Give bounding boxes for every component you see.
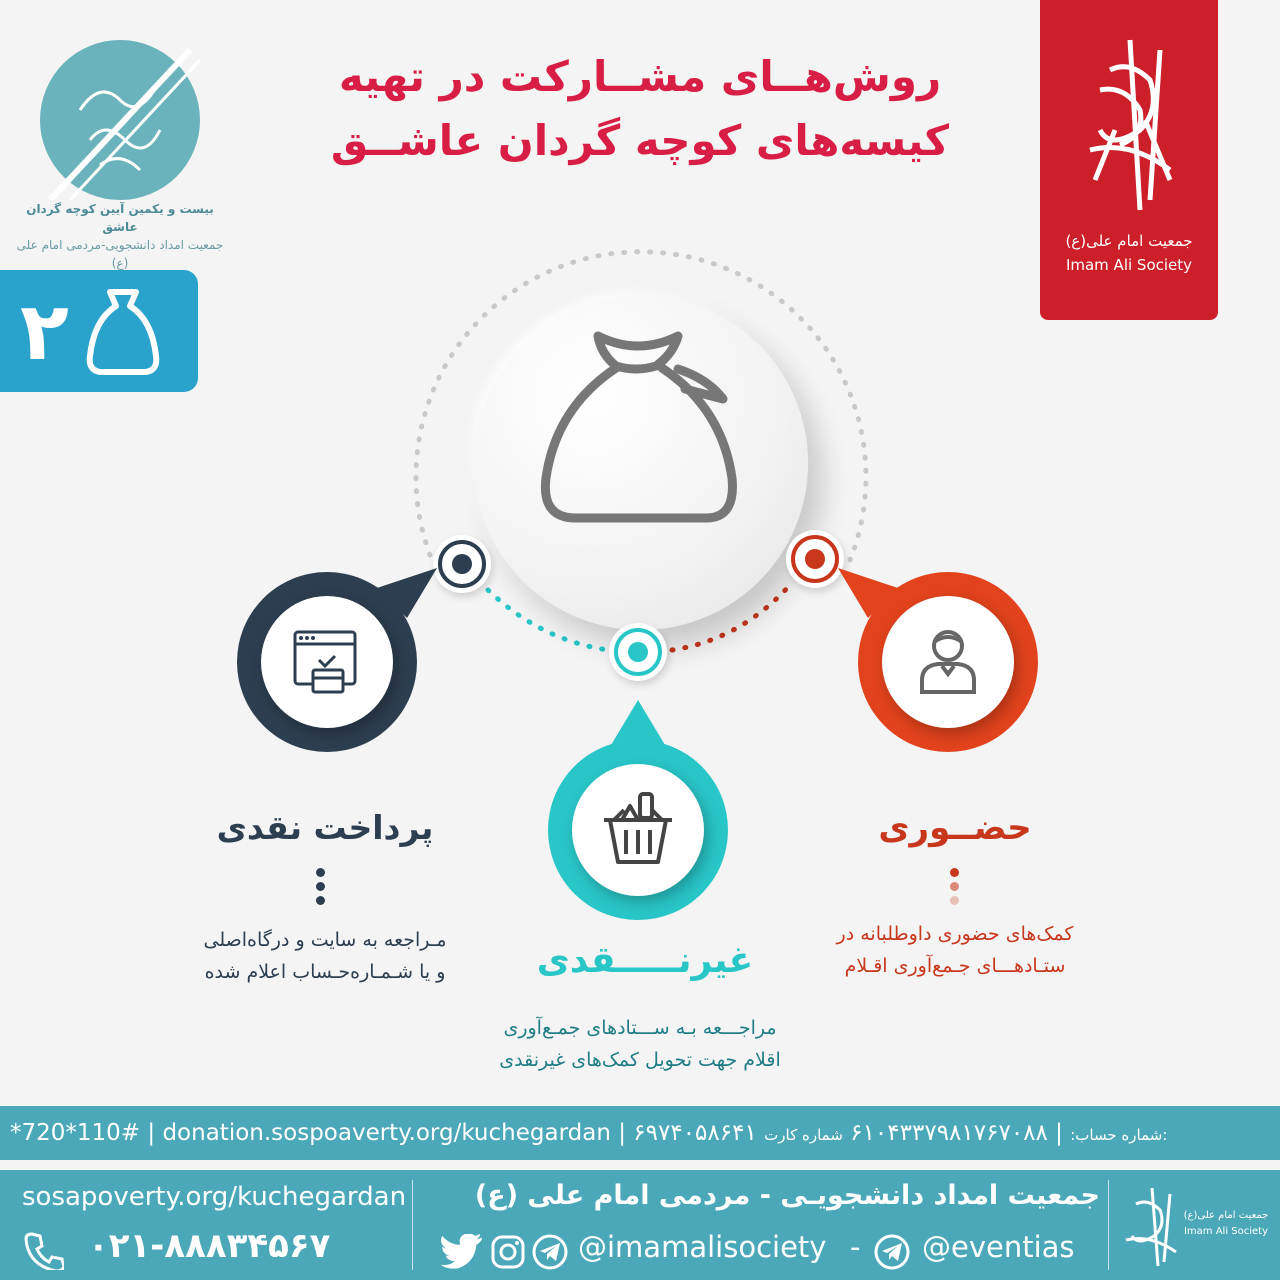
phone-icon <box>24 1230 64 1270</box>
card-label: شماره کارت: <box>764 1126 1168 1144</box>
footer-handle-2[interactable]: @eventias <box>922 1230 1075 1264</box>
donation-info-bar: *720*110# | donation.sospoaverty.org/kuchegardan | ۶۹۷۴۰۵۸۶۴۱ شماره حساب: | ۶۱۰۴۳۳۷۹۸۱۷۶۷۰۸۸ شماره کارت: <box>0 1106 1280 1160</box>
footer-website[interactable]: sosapoverty.org/kuchegardan <box>22 1182 407 1212</box>
footer-divider <box>412 1180 413 1270</box>
cash-bubble <box>237 572 417 752</box>
non-cash-pin <box>609 623 667 681</box>
footer-logo-fa: جمعیت امام علی(ع) <box>1183 1210 1269 1221</box>
society-name-en: Imam Ali Society <box>1065 256 1193 274</box>
society-name-fa: جمعیت امام علی(ع) <box>1065 232 1193 250</box>
online-payment-icon <box>291 626 363 698</box>
twitter-icon[interactable] <box>440 1234 484 1270</box>
in-person-description: کمک‌های حضوری داوطلبانه در ستـادهـــای جـمع‌آوری اقـلام <box>836 923 1074 977</box>
account-number: ۶۹۷۴۰۵۸۶۴۱ <box>633 1120 757 1146</box>
cash-pin <box>433 535 491 593</box>
non-cash-bubble <box>548 740 728 920</box>
title-line-2: کیسه‌های کوچه گردان عاشــق <box>330 116 950 165</box>
donation-url[interactable]: donation.sospoaverty.org/kuchegardan <box>162 1120 611 1146</box>
cash-title: پرداخت نقدی <box>216 808 434 847</box>
title-line-1: روش‌هــای مشــارکت در تهیه <box>338 52 942 101</box>
in-person-bubble <box>858 572 1038 752</box>
footer-divider <box>1108 1180 1109 1270</box>
telegram-icon[interactable] <box>874 1234 910 1270</box>
telegram-icon[interactable] <box>532 1234 568 1270</box>
person-icon <box>916 626 980 698</box>
footer-phone: ۰۲۱-۸۸۸۳۴۵۶۷ <box>88 1226 331 1266</box>
cash-description: مـراجعه به سایت و درگاه‌اصلی و یا شـمـاره‌حـساب اعلام شده <box>203 929 447 983</box>
card-number: ۶۱۰۴۳۳۷۹۸۱۷۶۷۰۸۸ <box>850 1120 1048 1146</box>
ussd-code: *720*110# <box>10 1120 141 1146</box>
shopping-basket-icon <box>600 788 676 868</box>
instagram-icon[interactable] <box>490 1234 526 1270</box>
step-number: ۲ <box>20 285 69 378</box>
in-person-dots <box>950 868 959 905</box>
in-person-pin <box>786 530 844 588</box>
footer-logo-en: Imam Ali Society <box>1183 1226 1269 1237</box>
logo-caption-line-2: جمعیت امداد دانشجویی-مردمی امام علی (ع) <box>16 238 224 270</box>
central-sack-circle <box>474 296 808 630</box>
cash-dots <box>316 868 325 905</box>
in-person-title: حضــوری <box>878 808 1032 848</box>
society-logo-icon <box>1118 1184 1188 1270</box>
footer-bar: sosapoverty.org/kuchegardan ۰۲۱-۸۸۸۳۴۵۶۷ جمعیت امداد دانشجویـی - مردمی امام علی (ع) @imamalisociety - @eventias جمعیت امام علی(ع) Imam Ali Society <box>0 1170 1280 1280</box>
non-cash-title: غیرنـــــقدی <box>536 940 754 981</box>
account-label: شماره حساب: <box>1070 1126 1163 1144</box>
non-cash-description: مراجـــعه بـه ســـتادهای جمـع‌آوری اقلام جهت تحویل کمک‌های غیرنقدی <box>499 1017 781 1071</box>
logo-caption-line-1: بیست و یکمین آیین کوچه گردان عاشق <box>26 202 214 234</box>
sack-icon <box>528 324 754 550</box>
footer-handle-1[interactable]: @imamalisociety <box>578 1230 827 1264</box>
footer-org-name: جمعیت امداد دانشجویـی - مردمی امام علی (ع) <box>474 1180 1100 1211</box>
